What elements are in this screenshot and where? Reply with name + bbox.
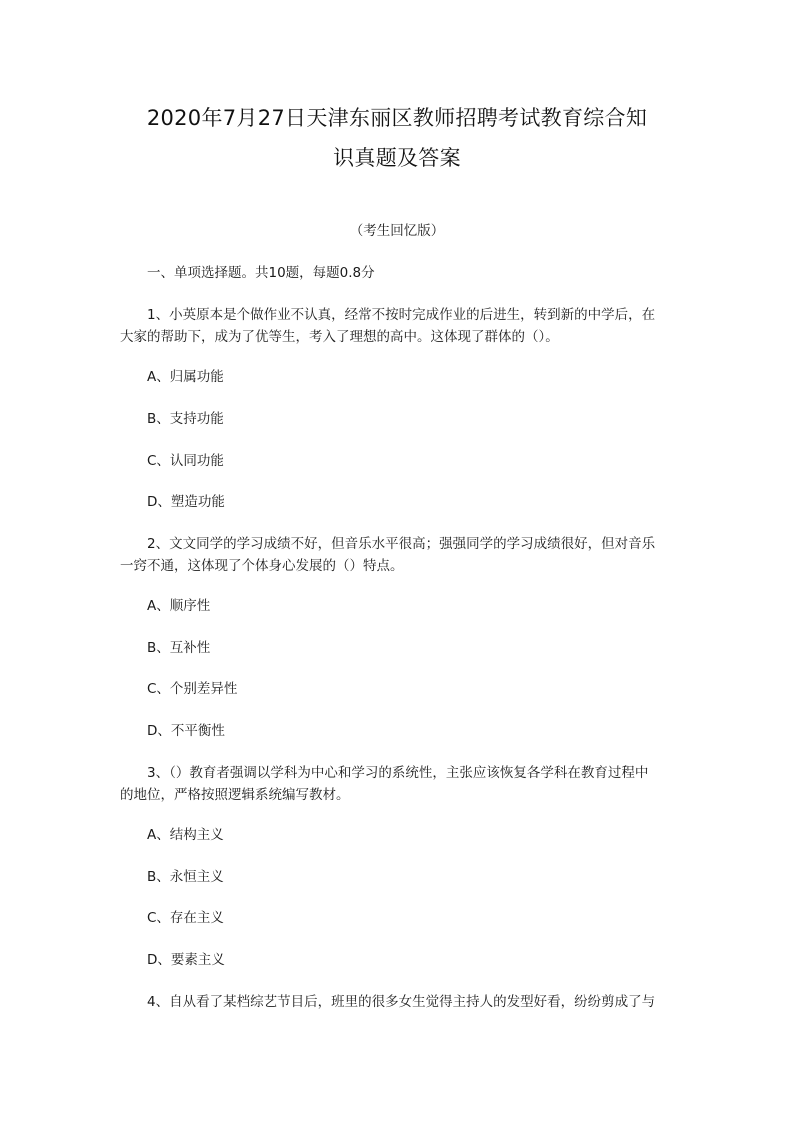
question-2-option-b: B、互补性 <box>147 640 211 656</box>
question-3-stem-line-2: 的地位，严格按照逻辑系统编写教材。 <box>120 787 350 803</box>
question-3-option-a: A、结构主义 <box>147 827 224 843</box>
question-2-stem <box>120 533 680 577</box>
question-3-option-c: C、存在主义 <box>147 910 224 926</box>
document-subtitle: （考生回忆版） <box>349 223 445 239</box>
document-title-line-1: 2020年7月27日天津东丽区教师招聘考试教育综合知 <box>146 106 648 130</box>
question-1-option-d: D、塑造功能 <box>147 494 225 510</box>
question-1-stem <box>120 304 680 348</box>
question-3-stem-line-1: 3、（）教育者强调以学科为中心和学习的系统性，主张应该恢复各学科在教育过程中 <box>147 765 649 781</box>
question-1-option-a: A、归属功能 <box>147 369 224 385</box>
question-2-option-d: D、不平衡性 <box>147 723 225 739</box>
question-3-stem <box>120 762 680 806</box>
question-3-option-b: B、永恒主义 <box>147 869 224 885</box>
question-1-option-c: C、认同功能 <box>147 453 224 469</box>
question-2-option-a: A、顺序性 <box>147 598 211 614</box>
question-1-stem-line-1: 1、小英原本是个做作业不认真，经常不按时完成作业的后进生，转到新的中学后，在 <box>147 307 656 323</box>
question-3-option-d: D、要素主义 <box>147 952 225 968</box>
section-heading: 一、单项选择题。共10题，每题0.8分 <box>147 265 375 281</box>
question-2-stem-line-1: 2、文文同学的学习成绩不好，但音乐水平很高；强强同学的学习成绩很好，但对音乐 <box>147 536 656 552</box>
question-2-stem-line-2: 一窍不通，这体现了个体身心发展的（）特点。 <box>120 558 404 574</box>
question-2-option-c: C、个别差异性 <box>147 681 238 697</box>
question-4-stem-line-1: 4、自从看了某档综艺节目后，班里的很多女生觉得主持人的发型好看，纷纷剪成了与 <box>147 994 656 1010</box>
document-title-line-2: 识真题及答案 <box>333 146 461 170</box>
question-1-option-b: B、支持功能 <box>147 411 224 427</box>
question-1-stem-line-2: 大家的帮助下，成为了优等生，考入了理想的高中。这体现了群体的（）。 <box>120 329 559 345</box>
